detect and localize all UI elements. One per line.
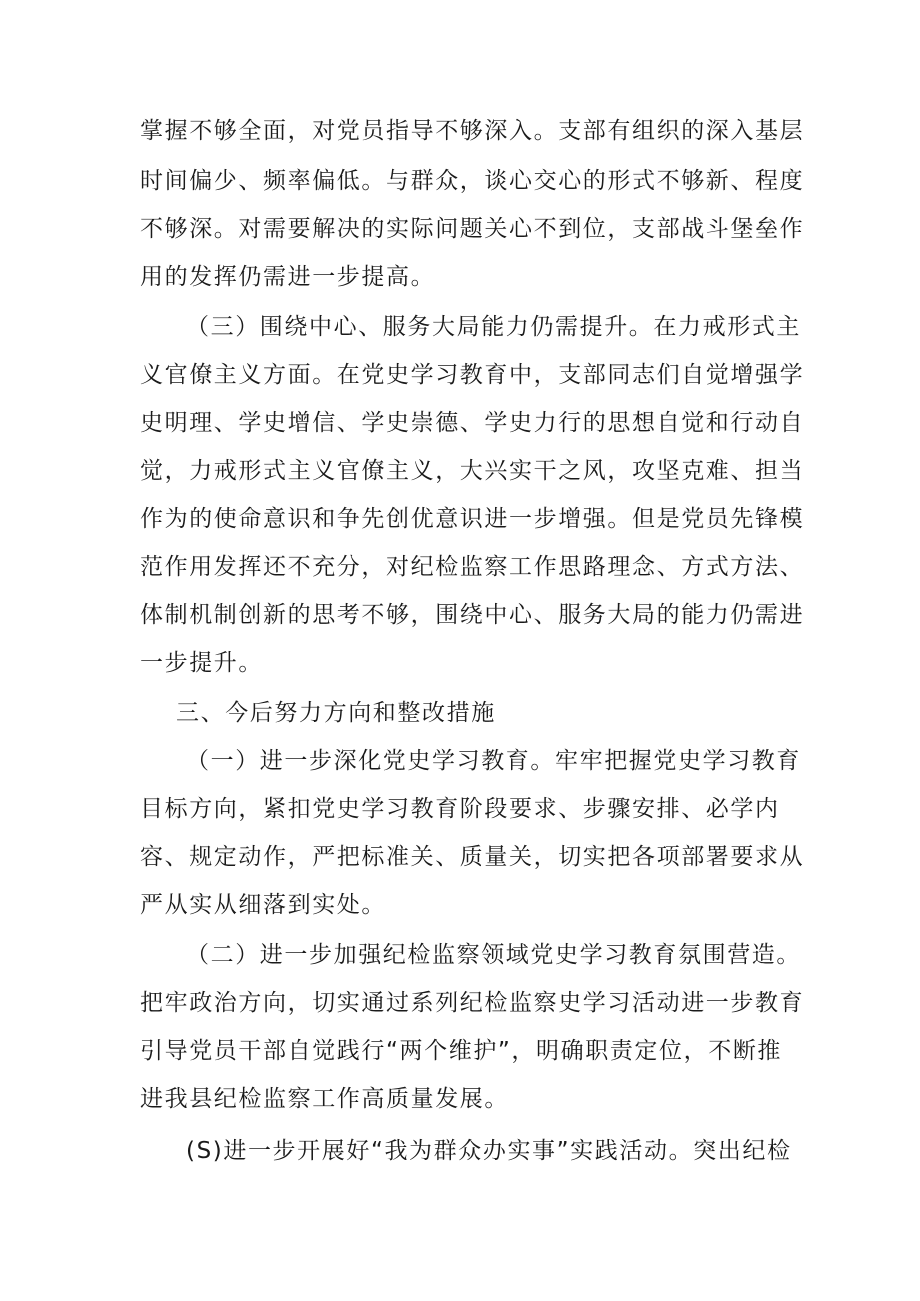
section-heading-1: （一）进一步深化党史学习教育。牢牢把握党史学习教育 [186, 748, 801, 774]
paragraph-line: 史明理、学史增信、学史崇德、学史力行的思想自觉和行动自 [140, 410, 805, 436]
paragraph-line: 严从实从细落到实处。 [140, 892, 386, 918]
section-heading-2: （二）进一步加强纪检监察领域党史学习教育氛围营造。 [186, 942, 801, 968]
paragraph-line: 觉，力戒形式主义官僚主义，大兴实干之风，攻坚克难、担当 [140, 458, 805, 484]
paragraph-line: 把牢政治方向，切实通过系列纪检监察史学习活动进一步教育 [140, 990, 805, 1016]
paragraph-line: 义官僚主义方面。在党史学习教育中，支部同志们自觉增强学 [140, 362, 805, 388]
paragraph-line: 作为的使命意识和争先创优意识进一步增强。但是党员先锋模 [140, 506, 805, 532]
section-heading-3: （三）围绕中心、服务大局能力仍需提升。在力戒形式主 [186, 314, 801, 340]
paragraph-line: 时间偏少、频率偏低。与群众，谈心交心的形式不够新、程度 [140, 168, 805, 194]
paragraph-line: 范作用发挥还不充分，对纪检监察工作思路理念、方式方法、 [140, 554, 805, 580]
paragraph-line: 一步提升。 [140, 650, 263, 676]
paragraph-line: 用的发挥仍需进一步提高。 [140, 264, 436, 290]
paragraph-line: 进我县纪检监察工作高质量发展。 [140, 1086, 509, 1112]
paragraph-line: 目标方向，紧扣党史学习教育阶段要求、步骤安排、必学内 [140, 796, 780, 822]
section-heading-s: (S)进一步开展好“我为群众办实事”实践活动。突出纪检 [186, 1138, 792, 1164]
paragraph-line: 不够深。对需要解决的实际问题关心不到位，支部战斗堡垒作 [140, 216, 805, 242]
paragraph-line: 掌握不够全面，对党员指导不够深入。支部有组织的深入基层 [140, 118, 805, 144]
chapter-heading: 三、今后努力方向和整改措施 [176, 700, 496, 726]
paragraph-line: 引导党员干部自觉践行“两个维护”，明确职责定位，不断推 [140, 1038, 783, 1064]
paragraph-line: 体制机制创新的思考不够，围绕中心、服务大局的能力仍需进 [140, 602, 805, 628]
paragraph-line: 容、规定动作，严把标准关、质量关，切实把各项部署要求从 [140, 844, 805, 870]
